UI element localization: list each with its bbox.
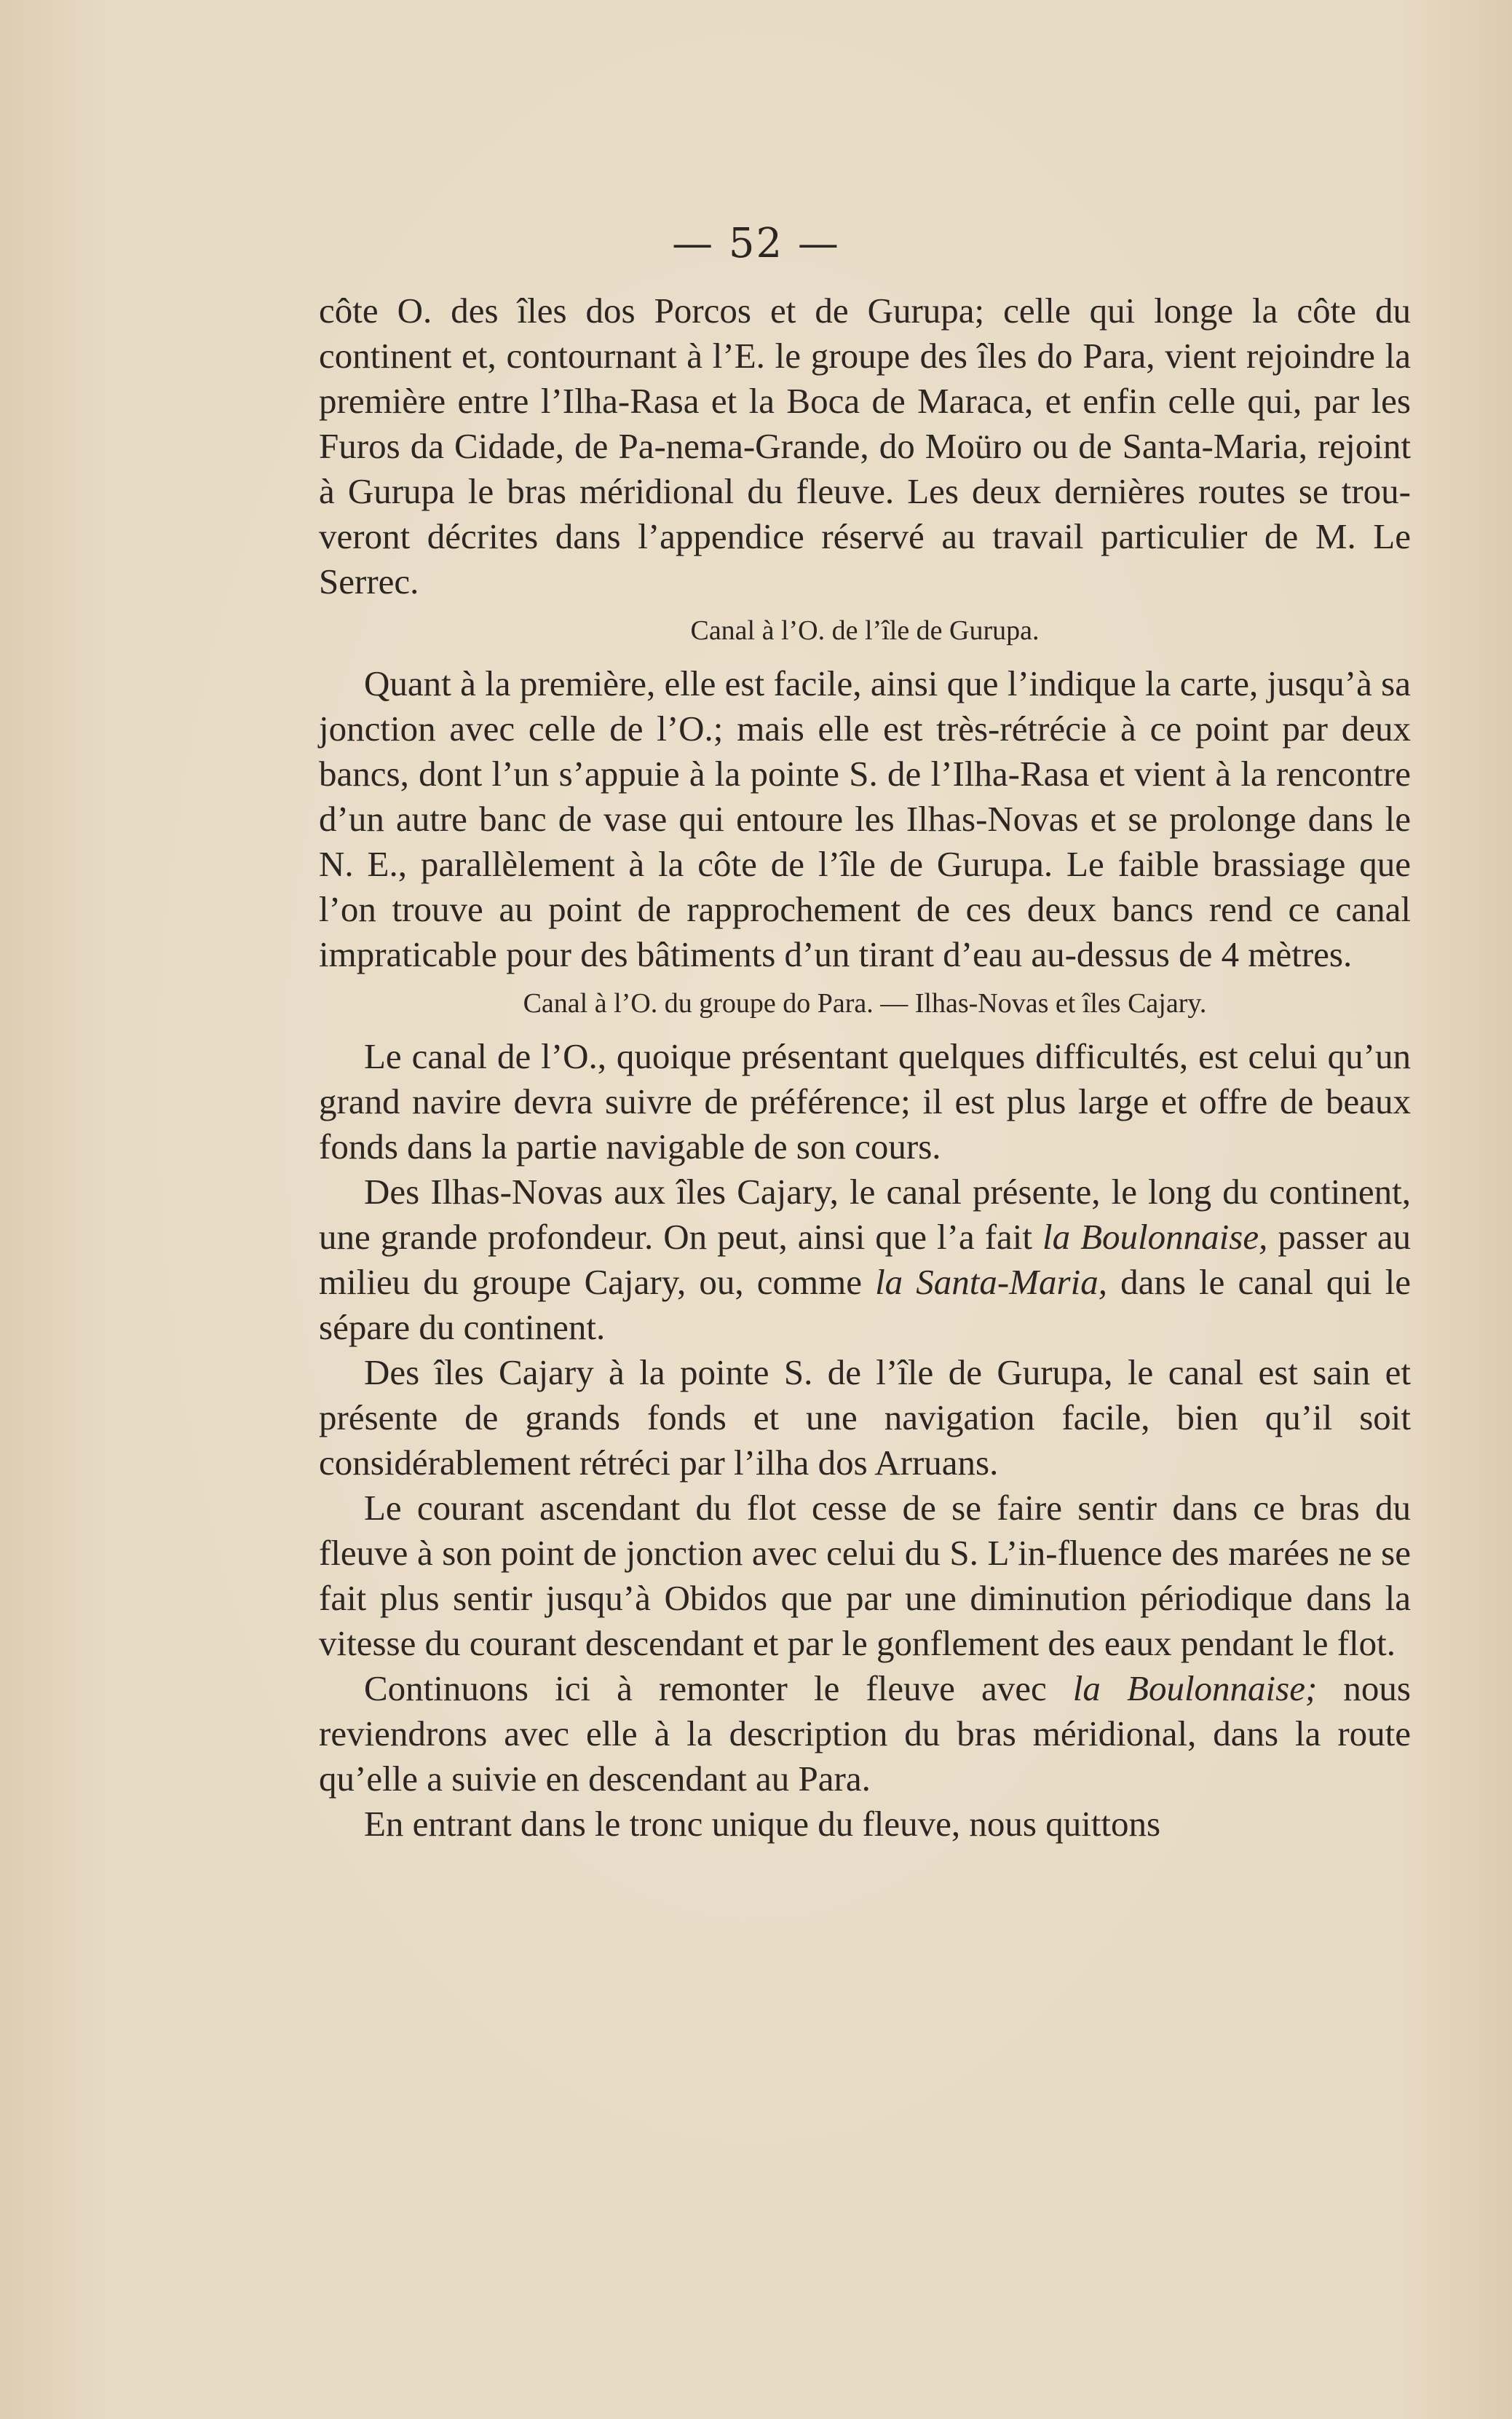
paragraph-text: Continuons ici à remonter le fleuve avec bbox=[364, 1668, 1073, 1708]
paragraph bbox=[319, 1350, 1411, 1485]
page-number: — 52 — bbox=[672, 220, 840, 267]
ship-name: la Boulonnaise, bbox=[1042, 1217, 1268, 1257]
paragraph-text: passer au milieu du groupe Cajary, ou, comme bbox=[319, 1217, 1412, 1302]
paragraph bbox=[319, 1802, 1411, 1847]
caption-text: Canal à l’O. de l’île de Gurupa. bbox=[690, 615, 1040, 646]
paragraph-text: dans le canal qui le sépare du continent. bbox=[319, 1262, 1412, 1347]
paragraph bbox=[319, 1485, 1411, 1666]
paragraph bbox=[319, 1169, 1411, 1350]
body-text bbox=[319, 288, 1411, 1847]
paragraph-text: Le courant ascendant du flot cesse de se faire sentir dans ce bras du fleuve à son point de jonction avec celui du S. L’in-fluence des marées ne se fait plus sentir jusqu’à Obidos que par une diminution périodique dans la vitesse du courant descendant et par le gonflement des eaux pendant le flot. bbox=[319, 1488, 1411, 1663]
paragraph bbox=[319, 1034, 1411, 1169]
ship-name: la Boulonnaise; bbox=[1072, 1668, 1318, 1708]
section-caption bbox=[319, 613, 1411, 648]
paragraph-text: côte O. des îles dos Porcos et de Gurupa; celle qui longe la côte du continent et, contournant à l’E. le groupe des îles do Para, vient rejoindre la première entre l’Ilha-Rasa et la Boca de Maraca, et enfin celle qui, par les Furos da Cidade, de Pa-nema-Grande, do Moüro ou de Santa-Maria, rejoint à Gurupa le bras méridional du fleuve. Les deux dernières routes se trou-veront décrites dans l’appendice réservé au travail particulier de M. Le Serrec. bbox=[319, 291, 1411, 601]
paragraph-text: Quant à la première, elle est facile, ainsi que l’indique la carte, jusqu’à sa jonction avec celle de l’O.; mais elle est très-rétrécie à ce point par deux bancs, dont l’un s’appuie à la pointe S. de l’Ilha-Rasa et vient à la rencontre d’un autre banc de vase qui entoure les Ilhas-Novas et se prolonge dans le N. E., parallèlement à la côte de l’île de Gurupa. Le faible brassiage que l’on trouve au point de rapprochement de ces deux bancs rend ce canal impraticable pour des bâtiments d’un tirant d’eau au-dessus de 4 mètres. bbox=[319, 663, 1411, 974]
paragraph bbox=[319, 288, 1411, 604]
paragraph-text: Des îles Cajary à la pointe S. de l’île de Gurupa, le canal est sain et présente de grands fonds et une navigation facile, bien qu’il soit considérablement rétréci par l’ilha dos Arruans. bbox=[319, 1352, 1411, 1483]
paragraph bbox=[319, 661, 1411, 977]
section-caption bbox=[319, 986, 1411, 1021]
paragraph bbox=[319, 1666, 1411, 1802]
ship-name: la Santa-Maria, bbox=[875, 1262, 1107, 1302]
caption-text: Canal à l’O. du groupe do Para. — Ilhas-Novas et îles Cajary. bbox=[523, 988, 1207, 1019]
paragraph-text: Des Ilhas-Novas aux îles Cajary, le canal présente, le long du continent, une grande profondeur. On peut, ainsi que l’a fait bbox=[319, 1172, 1411, 1257]
paragraph-text: nous reviendrons avec elle à la description du bras méridional, dans la route qu’elle a suivie en descendant au Para. bbox=[319, 1668, 1411, 1799]
paragraph-text: En entrant dans le tronc unique du fleuve, nous quittons bbox=[364, 1804, 1161, 1844]
paragraph-text: Le canal de l’O., quoique présentant quelques difficultés, est celui qu’un grand navire devra suivre de préférence; il est plus large et offre de beaux fonds dans la partie navigable de son cours. bbox=[319, 1036, 1411, 1167]
